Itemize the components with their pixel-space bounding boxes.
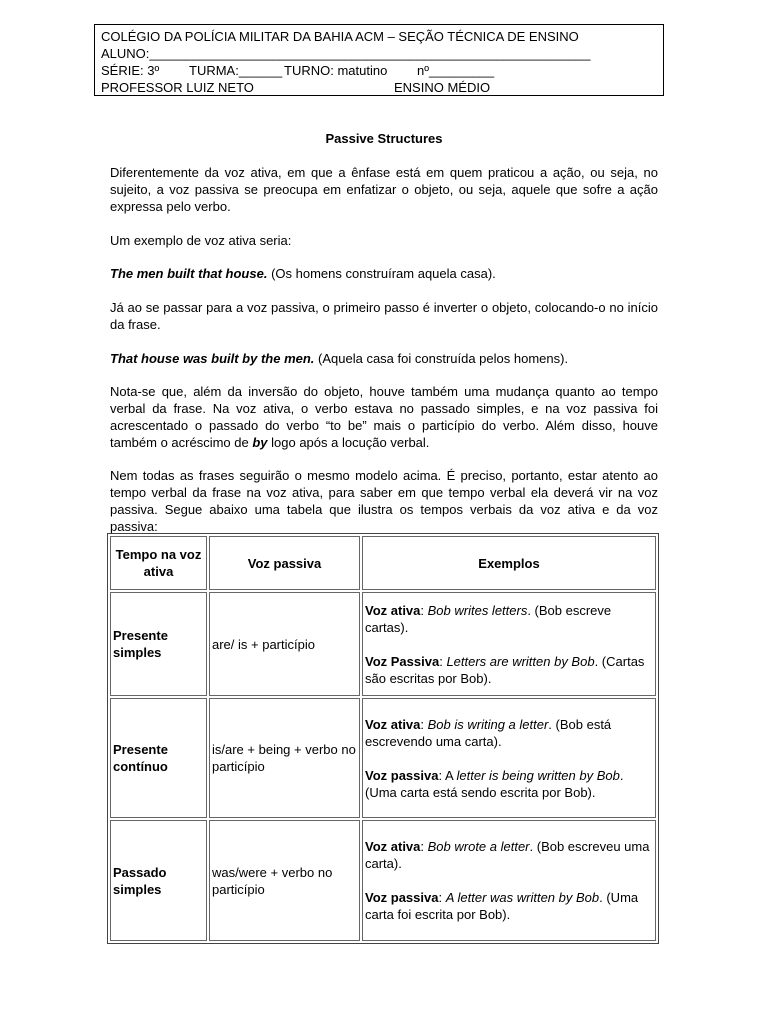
- header-active-tense: Tempo na voz ativa: [110, 536, 207, 590]
- active-example: Voz ativa: Bob is writing a letter. (Bob está escrevendo uma carta).: [365, 716, 612, 749]
- paragraph-passive-example: [110, 350, 658, 367]
- passive-form-cell: are/ is + particípio: [209, 592, 360, 696]
- school-name: COLÉGIO DA POLÍCIA MILITAR DA BAHIA ACM – SEÇÃO TÉCNICA DE ENSINO: [101, 29, 579, 44]
- active-example: Voz ativa: Bob wrote a letter. (Bob escreveu uma carta).: [365, 839, 650, 871]
- paragraph-example-intro: Um exemplo de voz ativa seria:: [110, 233, 292, 248]
- table-row: [110, 698, 656, 818]
- tense-cell: Presente contínuo: [110, 698, 207, 818]
- passive-form-cell: is/are + being + verbo no particípio: [209, 698, 360, 818]
- tense-table: [107, 533, 659, 944]
- passive-example-translation: (Aquela casa foi construída pelos homens).: [314, 351, 569, 366]
- passive-example: Voz Passiva: Letters are written by Bob. (Cartas são escritas por Bob).: [365, 653, 645, 686]
- number-label: nº_________: [417, 63, 495, 78]
- passive-example-sentence: That house was built by the men.: [110, 351, 315, 366]
- examples-cell: [362, 698, 656, 818]
- header-passive-voice: Voz passiva: [209, 536, 360, 590]
- paragraph-inversion: Já ao se passar para a voz passiva, o primeiro passo é inverter o objeto, colocando-o no início da frase.: [110, 300, 658, 332]
- header-examples: Exemplos: [362, 536, 656, 590]
- explanation-end: logo após a locução verbal.: [267, 435, 430, 450]
- turno-label: TURNO: matutino: [284, 63, 388, 78]
- active-example: Voz ativa: Bob writes letters. (Bob escreve cartas).: [365, 602, 612, 635]
- passive-example: Voz passiva: A letter was written by Bob. (Uma carta foi escrita por Bob).: [365, 890, 639, 922]
- explanation-text: Nota-se que, além da inversão do objeto, houve também uma mudança quanto ao tempo verbal da frase. Na voz ativa, o verbo estava no passado simples, e na voz passiva foi acrescentado o passado do verbo “to be” mais o particípio do verbo. Além disso, houve também o acréscimo de: [110, 384, 658, 450]
- turma-label: TURMA:______: [189, 63, 283, 78]
- table-row: [110, 592, 656, 696]
- examples-cell: [362, 592, 656, 696]
- tense-cell: Passado simples: [110, 820, 207, 941]
- by-word: by: [252, 435, 268, 450]
- student-name-line: ALUNO:_____________________________________________________________: [101, 46, 591, 61]
- paragraph-intro: Diferentemente da voz ativa, em que a ênfase está em quem praticou a ação, ou seja, no sujeito, a voz passiva se preocupa em enfatizar o objeto, ou seja, aquele que sofre a ação expressa pelo verbo.: [110, 165, 658, 214]
- paragraph-table-intro: Nem todas as frases seguirão o mesmo modelo acima. É preciso, portanto, estar atento ao tempo verbal da frase na voz ativa, para saber em que tempo verbal ela deverá vir na voz passiva. Segue abaixo uma tabela que ilustra os tempos verbais da voz ativa e da voz passiva:: [110, 468, 658, 534]
- serie-label: SÉRIE: 3º: [101, 63, 160, 78]
- active-example-translation: (Os homens construíram aquela casa).: [267, 266, 496, 281]
- paragraph-active-example: [110, 265, 658, 282]
- examples-cell: [362, 820, 656, 941]
- passive-form-cell: was/were + verbo no particípio: [209, 820, 360, 941]
- page-title: Passive Structures: [325, 131, 443, 146]
- school-header: [94, 24, 664, 96]
- paragraph-explanation: [110, 383, 658, 451]
- table-header-row: [110, 536, 656, 590]
- class-info-line: [101, 62, 657, 79]
- teacher-name: PROFESSOR LUIZ NETO: [101, 80, 254, 95]
- passive-example: Voz passiva: A letter is being written by Bob. (Uma carta está sendo escrita por Bob).: [365, 767, 624, 800]
- teacher-line: [101, 79, 657, 96]
- tense-cell: Presente simples: [110, 592, 207, 696]
- active-example-sentence: The men built that house.: [110, 266, 268, 281]
- education-level: ENSINO MÉDIO: [394, 80, 491, 95]
- table-row: [110, 820, 656, 941]
